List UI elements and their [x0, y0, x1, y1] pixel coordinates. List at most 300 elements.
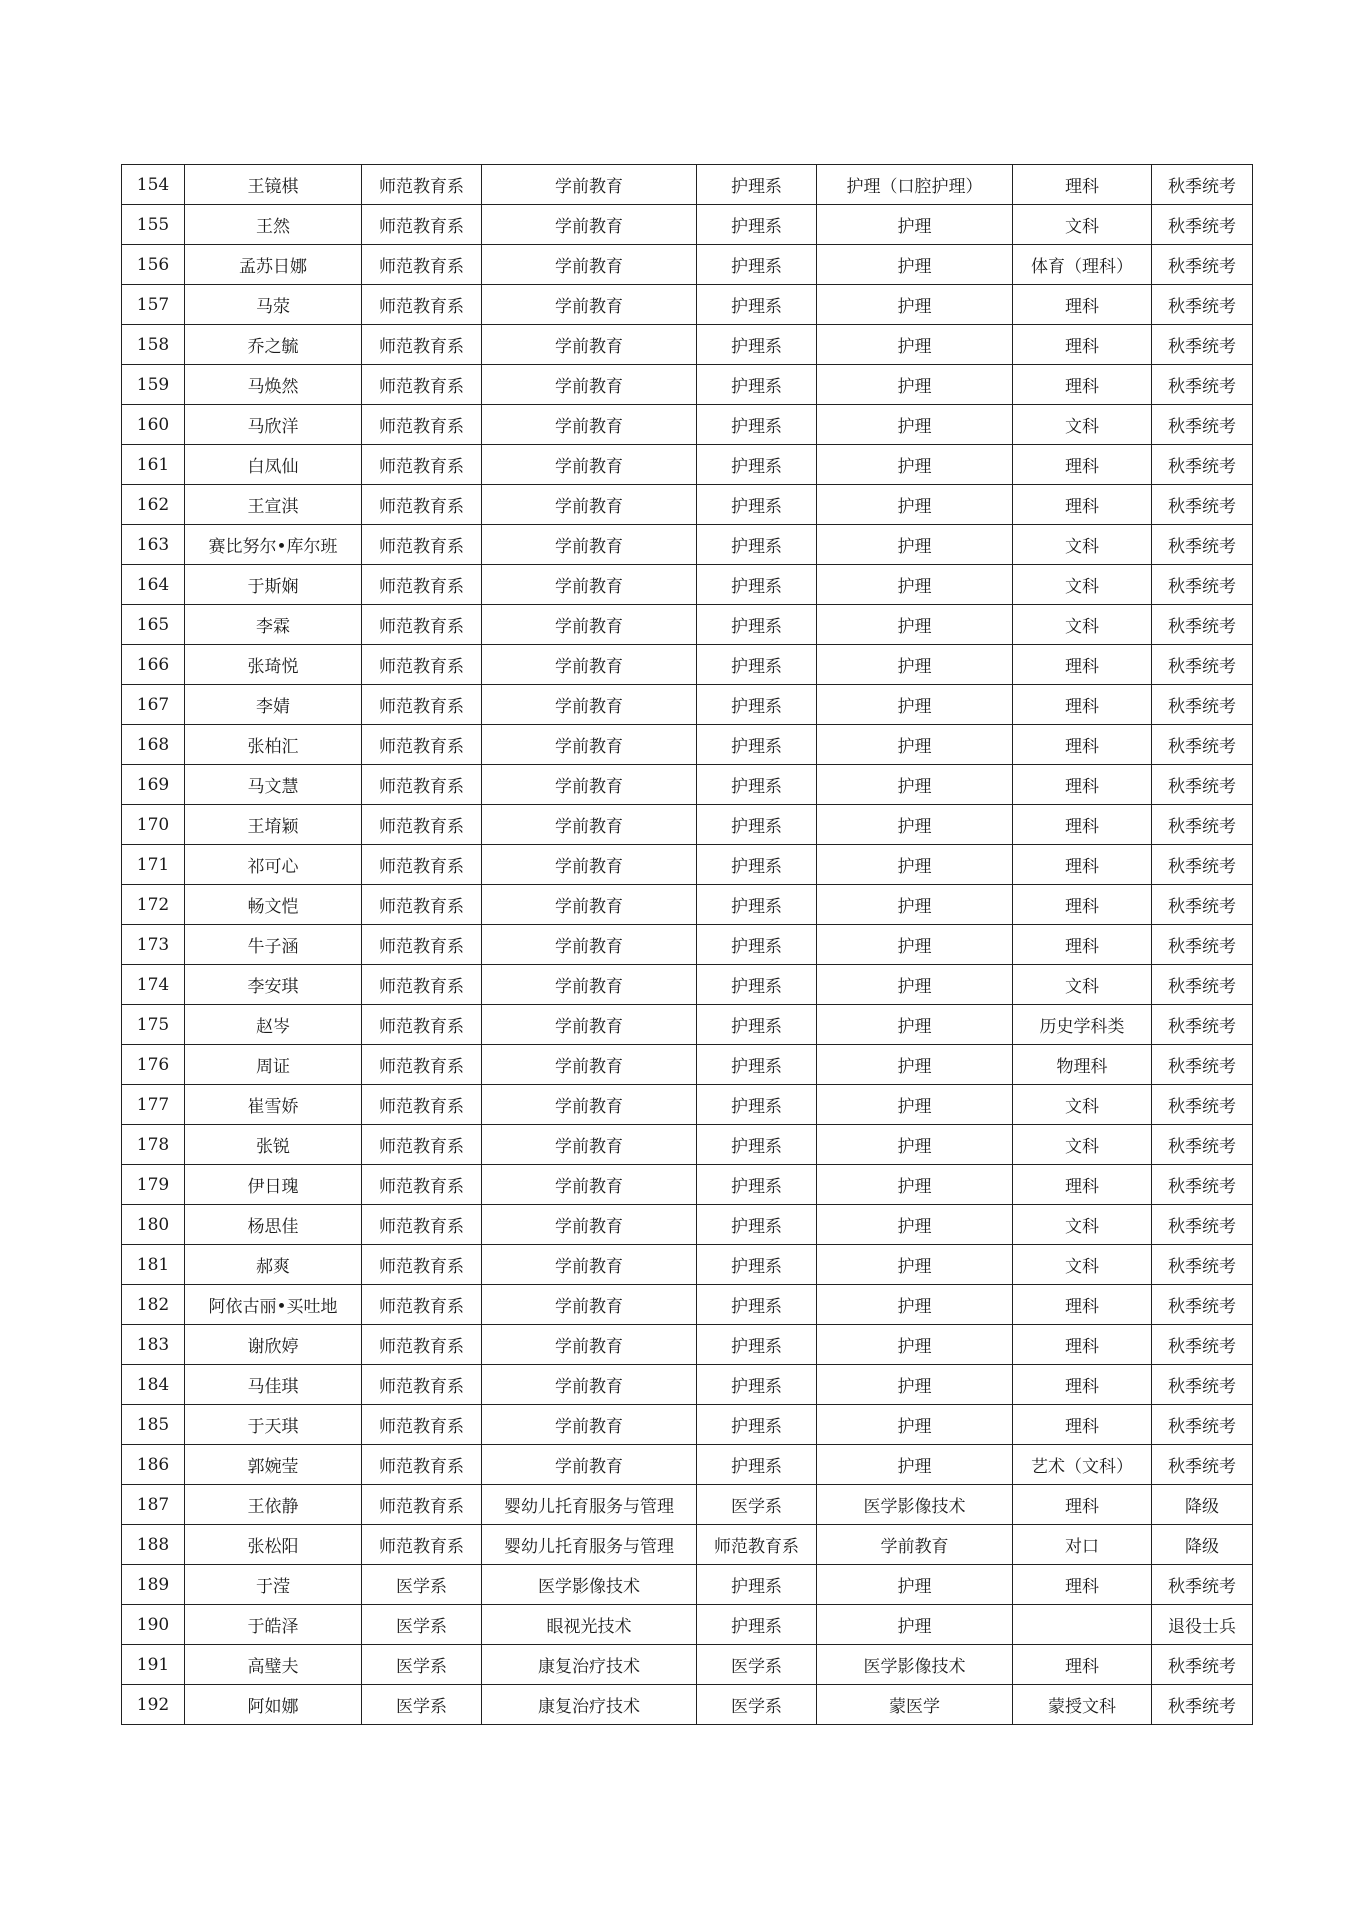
- row-number-cell: 185: [122, 1405, 185, 1445]
- admission-type-cell: 秋季统考: [1152, 765, 1253, 805]
- subject-category-cell: 蒙授文科: [1013, 1685, 1152, 1725]
- new-major-cell: 护理: [817, 365, 1013, 405]
- student-name-cell: 马荥: [185, 285, 362, 325]
- row-number-cell: 180: [122, 1205, 185, 1245]
- new-major-cell: 护理: [817, 845, 1013, 885]
- new-major-cell: 护理: [817, 1085, 1013, 1125]
- admission-type-cell: 秋季统考: [1152, 1285, 1253, 1325]
- subject-category-cell: 艺术（文科）: [1013, 1445, 1152, 1485]
- new-department-cell: 护理系: [697, 685, 817, 725]
- new-major-cell: 医学影像技术: [817, 1485, 1013, 1525]
- row-number-cell: 191: [122, 1645, 185, 1685]
- original-major-cell: 学前教育: [482, 165, 697, 205]
- student-name-cell: 祁可心: [185, 845, 362, 885]
- subject-category-cell: 理科: [1013, 1325, 1152, 1365]
- original-major-cell: 学前教育: [482, 1165, 697, 1205]
- original-major-cell: 学前教育: [482, 1245, 697, 1285]
- student-name-cell: 阿依古丽•买吐地: [185, 1285, 362, 1325]
- table-row: [122, 1325, 1253, 1365]
- admission-type-cell: 秋季统考: [1152, 325, 1253, 365]
- row-number-cell: 174: [122, 965, 185, 1005]
- new-department-cell: 护理系: [697, 1365, 817, 1405]
- admission-type-cell: 秋季统考: [1152, 205, 1253, 245]
- new-department-cell: 护理系: [697, 845, 817, 885]
- row-number-cell: 171: [122, 845, 185, 885]
- new-department-cell: 护理系: [697, 1045, 817, 1085]
- new-department-cell: 护理系: [697, 1005, 817, 1045]
- original-major-cell: 学前教育: [482, 965, 697, 1005]
- table-row: [122, 845, 1253, 885]
- student-name-cell: 王依静: [185, 1485, 362, 1525]
- original-major-cell: 学前教育: [482, 1445, 697, 1485]
- original-department-cell: 师范教育系: [362, 245, 482, 285]
- new-major-cell: 护理: [817, 445, 1013, 485]
- student-name-cell: 张锐: [185, 1125, 362, 1165]
- original-department-cell: 医学系: [362, 1645, 482, 1685]
- original-department-cell: 医学系: [362, 1605, 482, 1645]
- row-number-cell: 190: [122, 1605, 185, 1645]
- subject-category-cell: 理科: [1013, 325, 1152, 365]
- new-department-cell: 护理系: [697, 365, 817, 405]
- admission-type-cell: 秋季统考: [1152, 1005, 1253, 1045]
- subject-category-cell: 文科: [1013, 205, 1152, 245]
- student-name-cell: 阿如娜: [185, 1685, 362, 1725]
- table-row: [122, 445, 1253, 485]
- original-major-cell: 学前教育: [482, 1365, 697, 1405]
- new-department-cell: 医学系: [697, 1645, 817, 1685]
- table-row: [122, 485, 1253, 525]
- new-department-cell: 护理系: [697, 1445, 817, 1485]
- table-row: [122, 1165, 1253, 1205]
- admission-type-cell: 降级: [1152, 1485, 1253, 1525]
- new-department-cell: 护理系: [697, 565, 817, 605]
- table-row: [122, 645, 1253, 685]
- table-row: [122, 1485, 1253, 1525]
- table-row: [122, 525, 1253, 565]
- new-department-cell: 护理系: [697, 1565, 817, 1605]
- row-number-cell: 186: [122, 1445, 185, 1485]
- original-major-cell: 学前教育: [482, 685, 697, 725]
- new-major-cell: 护理: [817, 325, 1013, 365]
- student-name-cell: 李霖: [185, 605, 362, 645]
- subject-category-cell: 理科: [1013, 485, 1152, 525]
- original-major-cell: 眼视光技术: [482, 1605, 697, 1645]
- new-department-cell: 护理系: [697, 725, 817, 765]
- row-number-cell: 156: [122, 245, 185, 285]
- table-row: [122, 365, 1253, 405]
- original-department-cell: 师范教育系: [362, 725, 482, 765]
- admission-type-cell: 秋季统考: [1152, 405, 1253, 445]
- new-department-cell: 护理系: [697, 925, 817, 965]
- student-name-cell: 王堉颖: [185, 805, 362, 845]
- row-number-cell: 172: [122, 885, 185, 925]
- new-major-cell: 护理: [817, 405, 1013, 445]
- table-row: [122, 1445, 1253, 1485]
- student-name-cell: 畅文恺: [185, 885, 362, 925]
- admission-type-cell: 秋季统考: [1152, 1565, 1253, 1605]
- original-major-cell: 学前教育: [482, 1085, 697, 1125]
- admission-type-cell: 秋季统考: [1152, 1125, 1253, 1165]
- admission-type-cell: 秋季统考: [1152, 485, 1253, 525]
- table-row: [122, 605, 1253, 645]
- original-major-cell: 学前教育: [482, 765, 697, 805]
- admission-type-cell: 秋季统考: [1152, 1445, 1253, 1485]
- table-row: [122, 1245, 1253, 1285]
- new-department-cell: 护理系: [697, 1285, 817, 1325]
- row-number-cell: 187: [122, 1485, 185, 1525]
- original-department-cell: 师范教育系: [362, 1445, 482, 1485]
- subject-category-cell: 对口: [1013, 1525, 1152, 1565]
- original-department-cell: 医学系: [362, 1565, 482, 1605]
- new-department-cell: 护理系: [697, 445, 817, 485]
- admission-type-cell: 秋季统考: [1152, 1165, 1253, 1205]
- row-number-cell: 162: [122, 485, 185, 525]
- admission-type-cell: 秋季统考: [1152, 805, 1253, 845]
- admission-type-cell: 秋季统考: [1152, 1325, 1253, 1365]
- table-row: [122, 1645, 1253, 1685]
- new-major-cell: 护理: [817, 205, 1013, 245]
- row-number-cell: 158: [122, 325, 185, 365]
- new-major-cell: 护理: [817, 1325, 1013, 1365]
- original-major-cell: 学前教育: [482, 525, 697, 565]
- subject-category-cell: 理科: [1013, 725, 1152, 765]
- new-major-cell: 护理: [817, 725, 1013, 765]
- original-department-cell: 师范教育系: [362, 605, 482, 645]
- table-row: [122, 285, 1253, 325]
- new-department-cell: 医学系: [697, 1485, 817, 1525]
- subject-category-cell: 理科: [1013, 1285, 1152, 1325]
- new-major-cell: 护理: [817, 1605, 1013, 1645]
- subject-category-cell: 理科: [1013, 365, 1152, 405]
- student-name-cell: 乔之毓: [185, 325, 362, 365]
- original-major-cell: 学前教育: [482, 1285, 697, 1325]
- row-number-cell: 154: [122, 165, 185, 205]
- new-major-cell: 护理: [817, 285, 1013, 325]
- original-major-cell: 学前教育: [482, 845, 697, 885]
- admission-type-cell: 秋季统考: [1152, 565, 1253, 605]
- original-major-cell: 康复治疗技术: [482, 1685, 697, 1725]
- new-department-cell: 护理系: [697, 1205, 817, 1245]
- subject-category-cell: 体育（理科）: [1013, 245, 1152, 285]
- original-department-cell: 师范教育系: [362, 445, 482, 485]
- original-department-cell: 师范教育系: [362, 805, 482, 845]
- row-number-cell: 184: [122, 1365, 185, 1405]
- subject-category-cell: 理科: [1013, 445, 1152, 485]
- student-name-cell: 赵岑: [185, 1005, 362, 1045]
- new-department-cell: 护理系: [697, 645, 817, 685]
- new-department-cell: 护理系: [697, 1085, 817, 1125]
- new-major-cell: 护理: [817, 685, 1013, 725]
- new-major-cell: 护理: [817, 605, 1013, 645]
- new-major-cell: 护理: [817, 645, 1013, 685]
- table-row: [122, 1605, 1253, 1645]
- original-major-cell: 学前教育: [482, 445, 697, 485]
- admission-type-cell: 秋季统考: [1152, 285, 1253, 325]
- admission-type-cell: 秋季统考: [1152, 885, 1253, 925]
- original-department-cell: 师范教育系: [362, 765, 482, 805]
- admission-type-cell: 秋季统考: [1152, 1685, 1253, 1725]
- original-department-cell: 师范教育系: [362, 1165, 482, 1205]
- table-row: [122, 805, 1253, 845]
- new-department-cell: 护理系: [697, 885, 817, 925]
- subject-category-cell: 理科: [1013, 885, 1152, 925]
- table-row: [122, 1285, 1253, 1325]
- subject-category-cell: 理科: [1013, 645, 1152, 685]
- table-row: [122, 1365, 1253, 1405]
- original-department-cell: 师范教育系: [362, 685, 482, 725]
- subject-category-cell: 理科: [1013, 845, 1152, 885]
- original-department-cell: 师范教育系: [362, 965, 482, 1005]
- subject-category-cell: 理科: [1013, 685, 1152, 725]
- row-number-cell: 168: [122, 725, 185, 765]
- new-major-cell: 护理（口腔护理）: [817, 165, 1013, 205]
- new-department-cell: 护理系: [697, 405, 817, 445]
- new-major-cell: 护理: [817, 1125, 1013, 1165]
- row-number-cell: 189: [122, 1565, 185, 1605]
- table-row: [122, 205, 1253, 245]
- original-department-cell: 师范教育系: [362, 285, 482, 325]
- original-major-cell: 婴幼儿托育服务与管理: [482, 1525, 697, 1565]
- original-department-cell: 师范教育系: [362, 1245, 482, 1285]
- new-department-cell: 护理系: [697, 245, 817, 285]
- new-major-cell: 蒙医学: [817, 1685, 1013, 1725]
- row-number-cell: 155: [122, 205, 185, 245]
- subject-category-cell: 文科: [1013, 405, 1152, 445]
- table-row: [122, 1125, 1253, 1165]
- admission-type-cell: 秋季统考: [1152, 1205, 1253, 1245]
- original-major-cell: 学前教育: [482, 485, 697, 525]
- student-name-cell: 于斯娴: [185, 565, 362, 605]
- subject-category-cell: 理科: [1013, 1365, 1152, 1405]
- original-department-cell: 师范教育系: [362, 1325, 482, 1365]
- new-major-cell: 护理: [817, 765, 1013, 805]
- row-number-cell: 188: [122, 1525, 185, 1565]
- admission-type-cell: 秋季统考: [1152, 165, 1253, 205]
- row-number-cell: 181: [122, 1245, 185, 1285]
- admission-type-cell: 秋季统考: [1152, 245, 1253, 285]
- admission-type-cell: 秋季统考: [1152, 605, 1253, 645]
- admission-type-cell: 秋季统考: [1152, 365, 1253, 405]
- subject-category-cell: 理科: [1013, 285, 1152, 325]
- table-row: [122, 965, 1253, 1005]
- table-row: [122, 245, 1253, 285]
- student-name-cell: 杨思佳: [185, 1205, 362, 1245]
- original-department-cell: 师范教育系: [362, 205, 482, 245]
- subject-category-cell: 文科: [1013, 525, 1152, 565]
- new-major-cell: 护理: [817, 1565, 1013, 1605]
- student-name-cell: 高璧夫: [185, 1645, 362, 1685]
- table-row: [122, 1045, 1253, 1085]
- original-department-cell: 师范教育系: [362, 1085, 482, 1125]
- original-major-cell: 学前教育: [482, 805, 697, 845]
- subject-category-cell: 理科: [1013, 765, 1152, 805]
- subject-category-cell: 理科: [1013, 1485, 1152, 1525]
- admission-type-cell: 秋季统考: [1152, 1045, 1253, 1085]
- new-department-cell: 护理系: [697, 485, 817, 525]
- original-major-cell: 学前教育: [482, 1205, 697, 1245]
- roster-body: [122, 165, 1253, 1725]
- new-major-cell: 护理: [817, 965, 1013, 1005]
- original-department-cell: 师范教育系: [362, 885, 482, 925]
- admission-type-cell: 秋季统考: [1152, 1365, 1253, 1405]
- admission-type-cell: 秋季统考: [1152, 645, 1253, 685]
- student-name-cell: 马焕然: [185, 365, 362, 405]
- new-major-cell: 护理: [817, 1365, 1013, 1405]
- row-number-cell: 175: [122, 1005, 185, 1045]
- new-major-cell: 护理: [817, 485, 1013, 525]
- subject-category-cell: 理科: [1013, 925, 1152, 965]
- original-major-cell: 学前教育: [482, 1005, 697, 1045]
- student-name-cell: 王镜棋: [185, 165, 362, 205]
- admission-type-cell: 秋季统考: [1152, 965, 1253, 1005]
- original-department-cell: 师范教育系: [362, 645, 482, 685]
- new-major-cell: 护理: [817, 1405, 1013, 1445]
- row-number-cell: 159: [122, 365, 185, 405]
- original-department-cell: 师范教育系: [362, 845, 482, 885]
- table-row: [122, 1405, 1253, 1445]
- original-major-cell: 学前教育: [482, 1405, 697, 1445]
- admission-type-cell: 秋季统考: [1152, 445, 1253, 485]
- new-major-cell: 护理: [817, 925, 1013, 965]
- original-department-cell: 师范教育系: [362, 325, 482, 365]
- student-name-cell: 李安琪: [185, 965, 362, 1005]
- new-major-cell: 护理: [817, 245, 1013, 285]
- subject-category-cell: 文科: [1013, 1245, 1152, 1285]
- table-row: [122, 885, 1253, 925]
- new-department-cell: 护理系: [697, 605, 817, 645]
- table-row: [122, 685, 1253, 725]
- student-name-cell: 牛子涵: [185, 925, 362, 965]
- subject-category-cell: 文科: [1013, 1205, 1152, 1245]
- table-row: [122, 1525, 1253, 1565]
- new-department-cell: 医学系: [697, 1685, 817, 1725]
- table-row: [122, 1685, 1253, 1725]
- student-name-cell: 郝爽: [185, 1245, 362, 1285]
- original-major-cell: 学前教育: [482, 725, 697, 765]
- student-name-cell: 马佳琪: [185, 1365, 362, 1405]
- subject-category-cell: 理科: [1013, 805, 1152, 845]
- original-major-cell: 康复治疗技术: [482, 1645, 697, 1685]
- new-major-cell: 护理: [817, 1245, 1013, 1285]
- student-name-cell: 周证: [185, 1045, 362, 1085]
- subject-category-cell: 理科: [1013, 1165, 1152, 1205]
- original-department-cell: 师范教育系: [362, 1285, 482, 1325]
- original-major-cell: 学前教育: [482, 605, 697, 645]
- original-department-cell: 师范教育系: [362, 405, 482, 445]
- original-department-cell: 师范教育系: [362, 1205, 482, 1245]
- subject-category-cell: 文科: [1013, 1085, 1152, 1125]
- original-major-cell: 学前教育: [482, 565, 697, 605]
- subject-category-cell: [1013, 1605, 1152, 1645]
- subject-category-cell: 物理科: [1013, 1045, 1152, 1085]
- row-number-cell: 178: [122, 1125, 185, 1165]
- new-major-cell: 护理: [817, 565, 1013, 605]
- row-number-cell: 161: [122, 445, 185, 485]
- original-department-cell: 师范教育系: [362, 485, 482, 525]
- new-major-cell: 护理: [817, 525, 1013, 565]
- admission-type-cell: 秋季统考: [1152, 725, 1253, 765]
- original-major-cell: 学前教育: [482, 925, 697, 965]
- original-major-cell: 学前教育: [482, 645, 697, 685]
- admission-type-cell: 秋季统考: [1152, 1085, 1253, 1125]
- student-name-cell: 张柏汇: [185, 725, 362, 765]
- original-major-cell: 学前教育: [482, 1325, 697, 1365]
- original-department-cell: 师范教育系: [362, 365, 482, 405]
- transfer-roster-table: [121, 164, 1253, 1725]
- student-name-cell: 白凤仙: [185, 445, 362, 485]
- original-major-cell: 医学影像技术: [482, 1565, 697, 1605]
- row-number-cell: 177: [122, 1085, 185, 1125]
- new-major-cell: 医学影像技术: [817, 1645, 1013, 1685]
- table-row: [122, 165, 1253, 205]
- student-name-cell: 李婧: [185, 685, 362, 725]
- new-major-cell: 护理: [817, 1285, 1013, 1325]
- admission-type-cell: 退役士兵: [1152, 1605, 1253, 1645]
- original-major-cell: 学前教育: [482, 205, 697, 245]
- row-number-cell: 160: [122, 405, 185, 445]
- table-row: [122, 565, 1253, 605]
- subject-category-cell: 理科: [1013, 165, 1152, 205]
- subject-category-cell: 历史学科类: [1013, 1005, 1152, 1045]
- student-name-cell: 马文慧: [185, 765, 362, 805]
- original-department-cell: 师范教育系: [362, 1525, 482, 1565]
- new-major-cell: 护理: [817, 885, 1013, 925]
- original-department-cell: 师范教育系: [362, 1005, 482, 1045]
- original-major-cell: 学前教育: [482, 885, 697, 925]
- subject-category-cell: 文科: [1013, 965, 1152, 1005]
- admission-type-cell: 秋季统考: [1152, 1645, 1253, 1685]
- new-department-cell: 护理系: [697, 805, 817, 845]
- subject-category-cell: 理科: [1013, 1645, 1152, 1685]
- new-department-cell: 护理系: [697, 1325, 817, 1365]
- student-name-cell: 谢欣婷: [185, 1325, 362, 1365]
- admission-type-cell: 秋季统考: [1152, 525, 1253, 565]
- row-number-cell: 179: [122, 1165, 185, 1205]
- table-row: [122, 925, 1253, 965]
- new-department-cell: 护理系: [697, 1405, 817, 1445]
- row-number-cell: 165: [122, 605, 185, 645]
- new-department-cell: 护理系: [697, 165, 817, 205]
- original-major-cell: 学前教育: [482, 245, 697, 285]
- admission-type-cell: 秋季统考: [1152, 925, 1253, 965]
- original-major-cell: 婴幼儿托育服务与管理: [482, 1485, 697, 1525]
- row-number-cell: 166: [122, 645, 185, 685]
- student-name-cell: 孟苏日娜: [185, 245, 362, 285]
- student-name-cell: 马欣洋: [185, 405, 362, 445]
- admission-type-cell: 降级: [1152, 1525, 1253, 1565]
- table-row: [122, 1565, 1253, 1605]
- student-name-cell: 张松阳: [185, 1525, 362, 1565]
- row-number-cell: 163: [122, 525, 185, 565]
- table-row: [122, 325, 1253, 365]
- student-name-cell: 王宣淇: [185, 485, 362, 525]
- original-major-cell: 学前教育: [482, 325, 697, 365]
- table-row: [122, 1085, 1253, 1125]
- subject-category-cell: 文科: [1013, 1125, 1152, 1165]
- student-name-cell: 伊日瑰: [185, 1165, 362, 1205]
- original-department-cell: 师范教育系: [362, 1045, 482, 1085]
- original-department-cell: 师范教育系: [362, 525, 482, 565]
- table-row: [122, 1005, 1253, 1045]
- original-major-cell: 学前教育: [482, 285, 697, 325]
- new-major-cell: 护理: [817, 1205, 1013, 1245]
- table-row: [122, 1205, 1253, 1245]
- new-department-cell: 护理系: [697, 1245, 817, 1285]
- row-number-cell: 192: [122, 1685, 185, 1725]
- row-number-cell: 183: [122, 1325, 185, 1365]
- row-number-cell: 169: [122, 765, 185, 805]
- new-department-cell: 护理系: [697, 1125, 817, 1165]
